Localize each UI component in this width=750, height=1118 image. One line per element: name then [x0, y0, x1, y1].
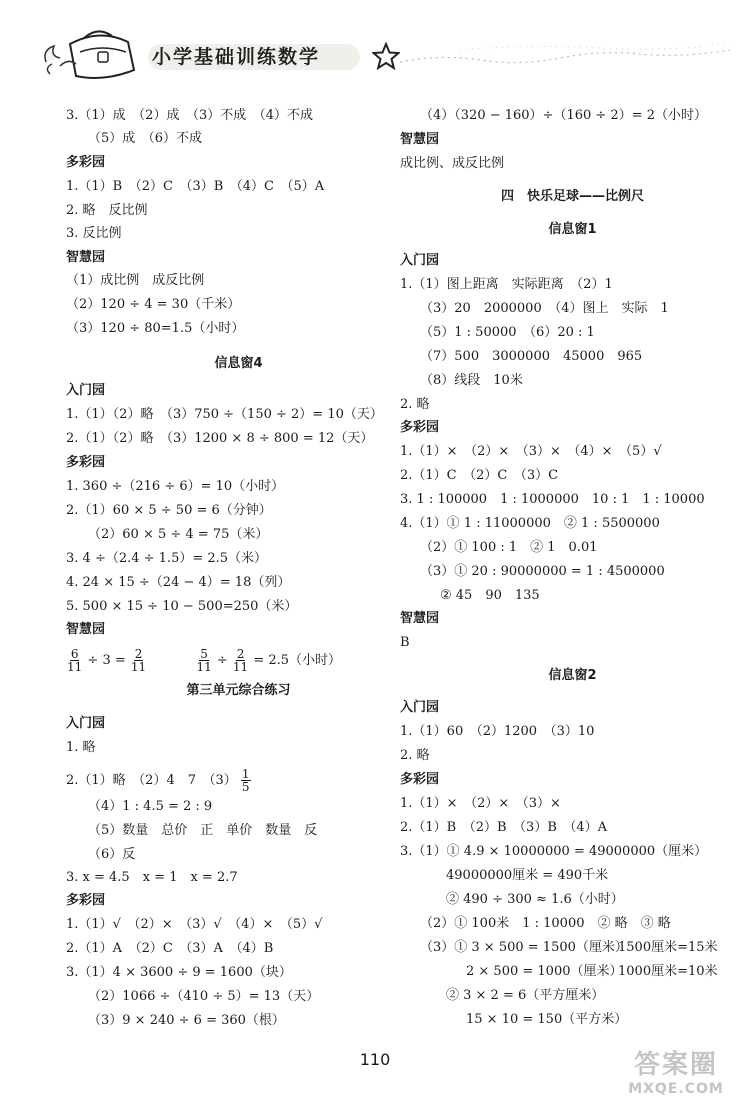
- answer-line: 1.（1）× （2）× （3）×: [400, 796, 561, 811]
- page-number: 110: [359, 1050, 391, 1069]
- answer-line: 4. 24 × 15 ÷（24 − 4）= 18（列）: [66, 575, 291, 590]
- fraction: $\frac{2}{11}$: [130, 647, 147, 674]
- answer-line: 1500厘米=15米: [618, 940, 718, 955]
- chapter-title: 四 快乐足球——比例尺: [500, 189, 644, 204]
- fraction: $\frac{6}{11}$: [67, 647, 83, 674]
- fraction-answer-line: $\frac{6}{11}$ ÷ 3 = $\frac{2}{11}$ $\frac{5}{11}$ ÷ $\frac{2}{11}$ = 2.5（小时）: [67, 647, 342, 674]
- fraction: $\frac{5}{11}$: [196, 647, 212, 674]
- answer-line: 3. 4 ÷（2.4 ÷ 1.5）= 2.5（米）: [66, 551, 268, 566]
- answer-line: 5. 500 × 15 ÷ 10 − 500=250（米）: [66, 599, 298, 614]
- answer-line: 3. 反比例: [66, 226, 122, 241]
- answer-line: （3）20 2000000 （4）图上 实际 1: [420, 301, 669, 316]
- section-heading: 多彩园: [66, 455, 106, 470]
- subsection-title: 信息窗4: [214, 356, 263, 371]
- answer-line: 2.（1）（2）略 （3）1200 × 8 ÷ 800 = 12（天）: [66, 431, 374, 446]
- section-heading: 智慧园: [400, 132, 440, 147]
- section-heading: 多彩园: [66, 155, 106, 170]
- watermark-url: MXQE.COM: [628, 1081, 724, 1097]
- answer-line: 2.（1）C （2）C （3）C: [400, 468, 559, 483]
- answer-line: ② 45 90 135: [440, 588, 540, 603]
- answer-line: 1.（1）图上距离 实际距离 （2）1: [400, 277, 613, 292]
- answer-line: （3）9 × 240 ÷ 6 = 360（根）: [88, 1013, 285, 1028]
- answer-line: 3.（1）4 × 3600 ÷ 9 = 1600（块）: [66, 965, 292, 980]
- answer-line: 2. 略: [400, 748, 430, 763]
- answer-line: （3）① 20 : 90000000 = 1 : 4500000: [420, 564, 665, 579]
- section-heading: 入门园: [66, 383, 106, 398]
- section-heading: 智慧园: [66, 622, 106, 637]
- answer-line: （3）① 3 × 500 = 1500（厘米）: [420, 940, 628, 955]
- answer-line: 1.（1）× （2）× （3）× （4）× （5）√: [400, 444, 662, 459]
- section-heading: 多彩园: [400, 772, 440, 787]
- section-heading: 入门园: [400, 700, 440, 715]
- answer-line: B: [400, 635, 410, 650]
- subsection-title: 第三单元综合练习: [186, 683, 291, 698]
- section-heading: 入门园: [66, 716, 106, 731]
- answer-line: 2 × 500 = 1000（厘米）: [466, 964, 623, 979]
- answer-line: 15 × 10 = 150（平方米）: [466, 1012, 628, 1027]
- watermark: [620, 1050, 732, 1098]
- answer-line: （5）1 : 50000 （6）20 : 1: [420, 325, 595, 340]
- answer-line: 3. x = 4.5 x = 1 x = 2.7: [66, 870, 238, 885]
- answer-line: 1.（1）（2）略 （3）750 ÷（150 ÷ 2）= 10（天）: [66, 407, 383, 422]
- answer-line: 3.（1）成 （2）成 （3）不成 （4）不成: [66, 108, 313, 123]
- fraction-answer-line: 2.（1）略 （2）4 7 （3） $\frac{1}{5}$: [66, 767, 250, 794]
- section-heading: 多彩园: [66, 893, 106, 908]
- answer-line: 成比例、成反比例: [400, 156, 505, 171]
- book-title: 小学基础训练数学: [152, 46, 321, 68]
- section-heading: 智慧园: [400, 611, 440, 626]
- answer-line: （8）线段 10米: [420, 373, 523, 388]
- answer-line: （2）1066 ÷（410 ÷ 5）= 13（天）: [88, 989, 320, 1004]
- subsection-title: 信息窗1: [548, 222, 597, 237]
- answer-line: （5）成 （6）不成: [88, 131, 203, 146]
- answer-line: （2）① 100 : 1 ② 1 0.01: [420, 540, 598, 555]
- answer-line: （3）120 ÷ 80=1.5（小时）: [66, 321, 245, 336]
- page-header: [0, 0, 750, 95]
- section-heading: 入门园: [400, 253, 440, 268]
- section-heading: 智慧园: [66, 250, 106, 265]
- answer-line: 1. 略: [66, 740, 96, 755]
- answer-line: （4）（320 − 160）÷（160 ÷ 2）= 2（小时）: [420, 108, 707, 123]
- answer-line: ② 490 ÷ 300 ≈ 1.6（小时）: [446, 892, 624, 907]
- answer-line: 1000厘米=10米: [618, 964, 718, 979]
- answer-line: 2. 略: [400, 397, 430, 412]
- answer-line: 2.（1）A （2）C （3）A （4）B: [66, 941, 274, 956]
- answer-line: 2.（1）B （2）B （3）B （4）A: [400, 820, 608, 835]
- answer-line: 1.（1）B （2）C （3）B （4）C （5）A: [66, 179, 325, 194]
- schoolbag-icon: [40, 22, 140, 88]
- answer-line: （2）60 × 5 ÷ 4 = 75（米）: [88, 527, 269, 542]
- answer-line: （2）① 100米 1 : 10000 ② 略 ③ 略: [420, 916, 671, 931]
- watermark-text: 答案圈: [633, 1050, 718, 1080]
- answer-line: 3. 1 : 100000 1 : 1000000 10 : 1 1 : 10000: [400, 492, 705, 507]
- answer-line: （7）500 3000000 45000 965: [420, 349, 643, 364]
- answer-line: （4）1 : 4.5 = 2 : 9: [88, 799, 213, 814]
- star-icon: [372, 42, 400, 70]
- section-heading: 多彩园: [400, 420, 440, 435]
- answer-line: 4.（1）① 1 : 11000000 ② 1 : 5500000: [400, 516, 660, 531]
- answer-line: 49000000厘米 = 490千米: [446, 868, 609, 883]
- fraction: $\frac{2}{11}$: [232, 647, 249, 674]
- answer-line: ② 3 × 2 = 6（平方厘米）: [446, 988, 605, 1003]
- answer-line: 1.（1）60 （2）1200 （3）10: [400, 724, 595, 739]
- answer-line: （6）反: [88, 847, 136, 862]
- fraction: $\frac{1}{5}$: [241, 767, 250, 794]
- answer-line: 2. 略 反比例: [66, 203, 148, 218]
- answer-line: 1. 360 ÷（216 ÷ 6）= 10（小时）: [66, 479, 285, 494]
- answer-line: 2.（1）60 × 5 ÷ 50 = 6（分钟）: [66, 503, 272, 518]
- dotted-decoration: [400, 40, 730, 70]
- subsection-title: 信息窗2: [548, 668, 597, 683]
- answer-line: 3.（1）① 4.9 × 10000000 = 49000000（厘米）: [400, 844, 708, 859]
- answer-line: （5）数量 总价 正 单价 数量 反: [88, 823, 318, 838]
- answer-line: （2）120 ÷ 4 = 30（千米）: [66, 297, 241, 312]
- answer-line: （1）成比例 成反比例: [66, 273, 205, 288]
- answer-line: 1.（1）√ （2）× （3）√ （4）× （5）√: [66, 917, 323, 932]
